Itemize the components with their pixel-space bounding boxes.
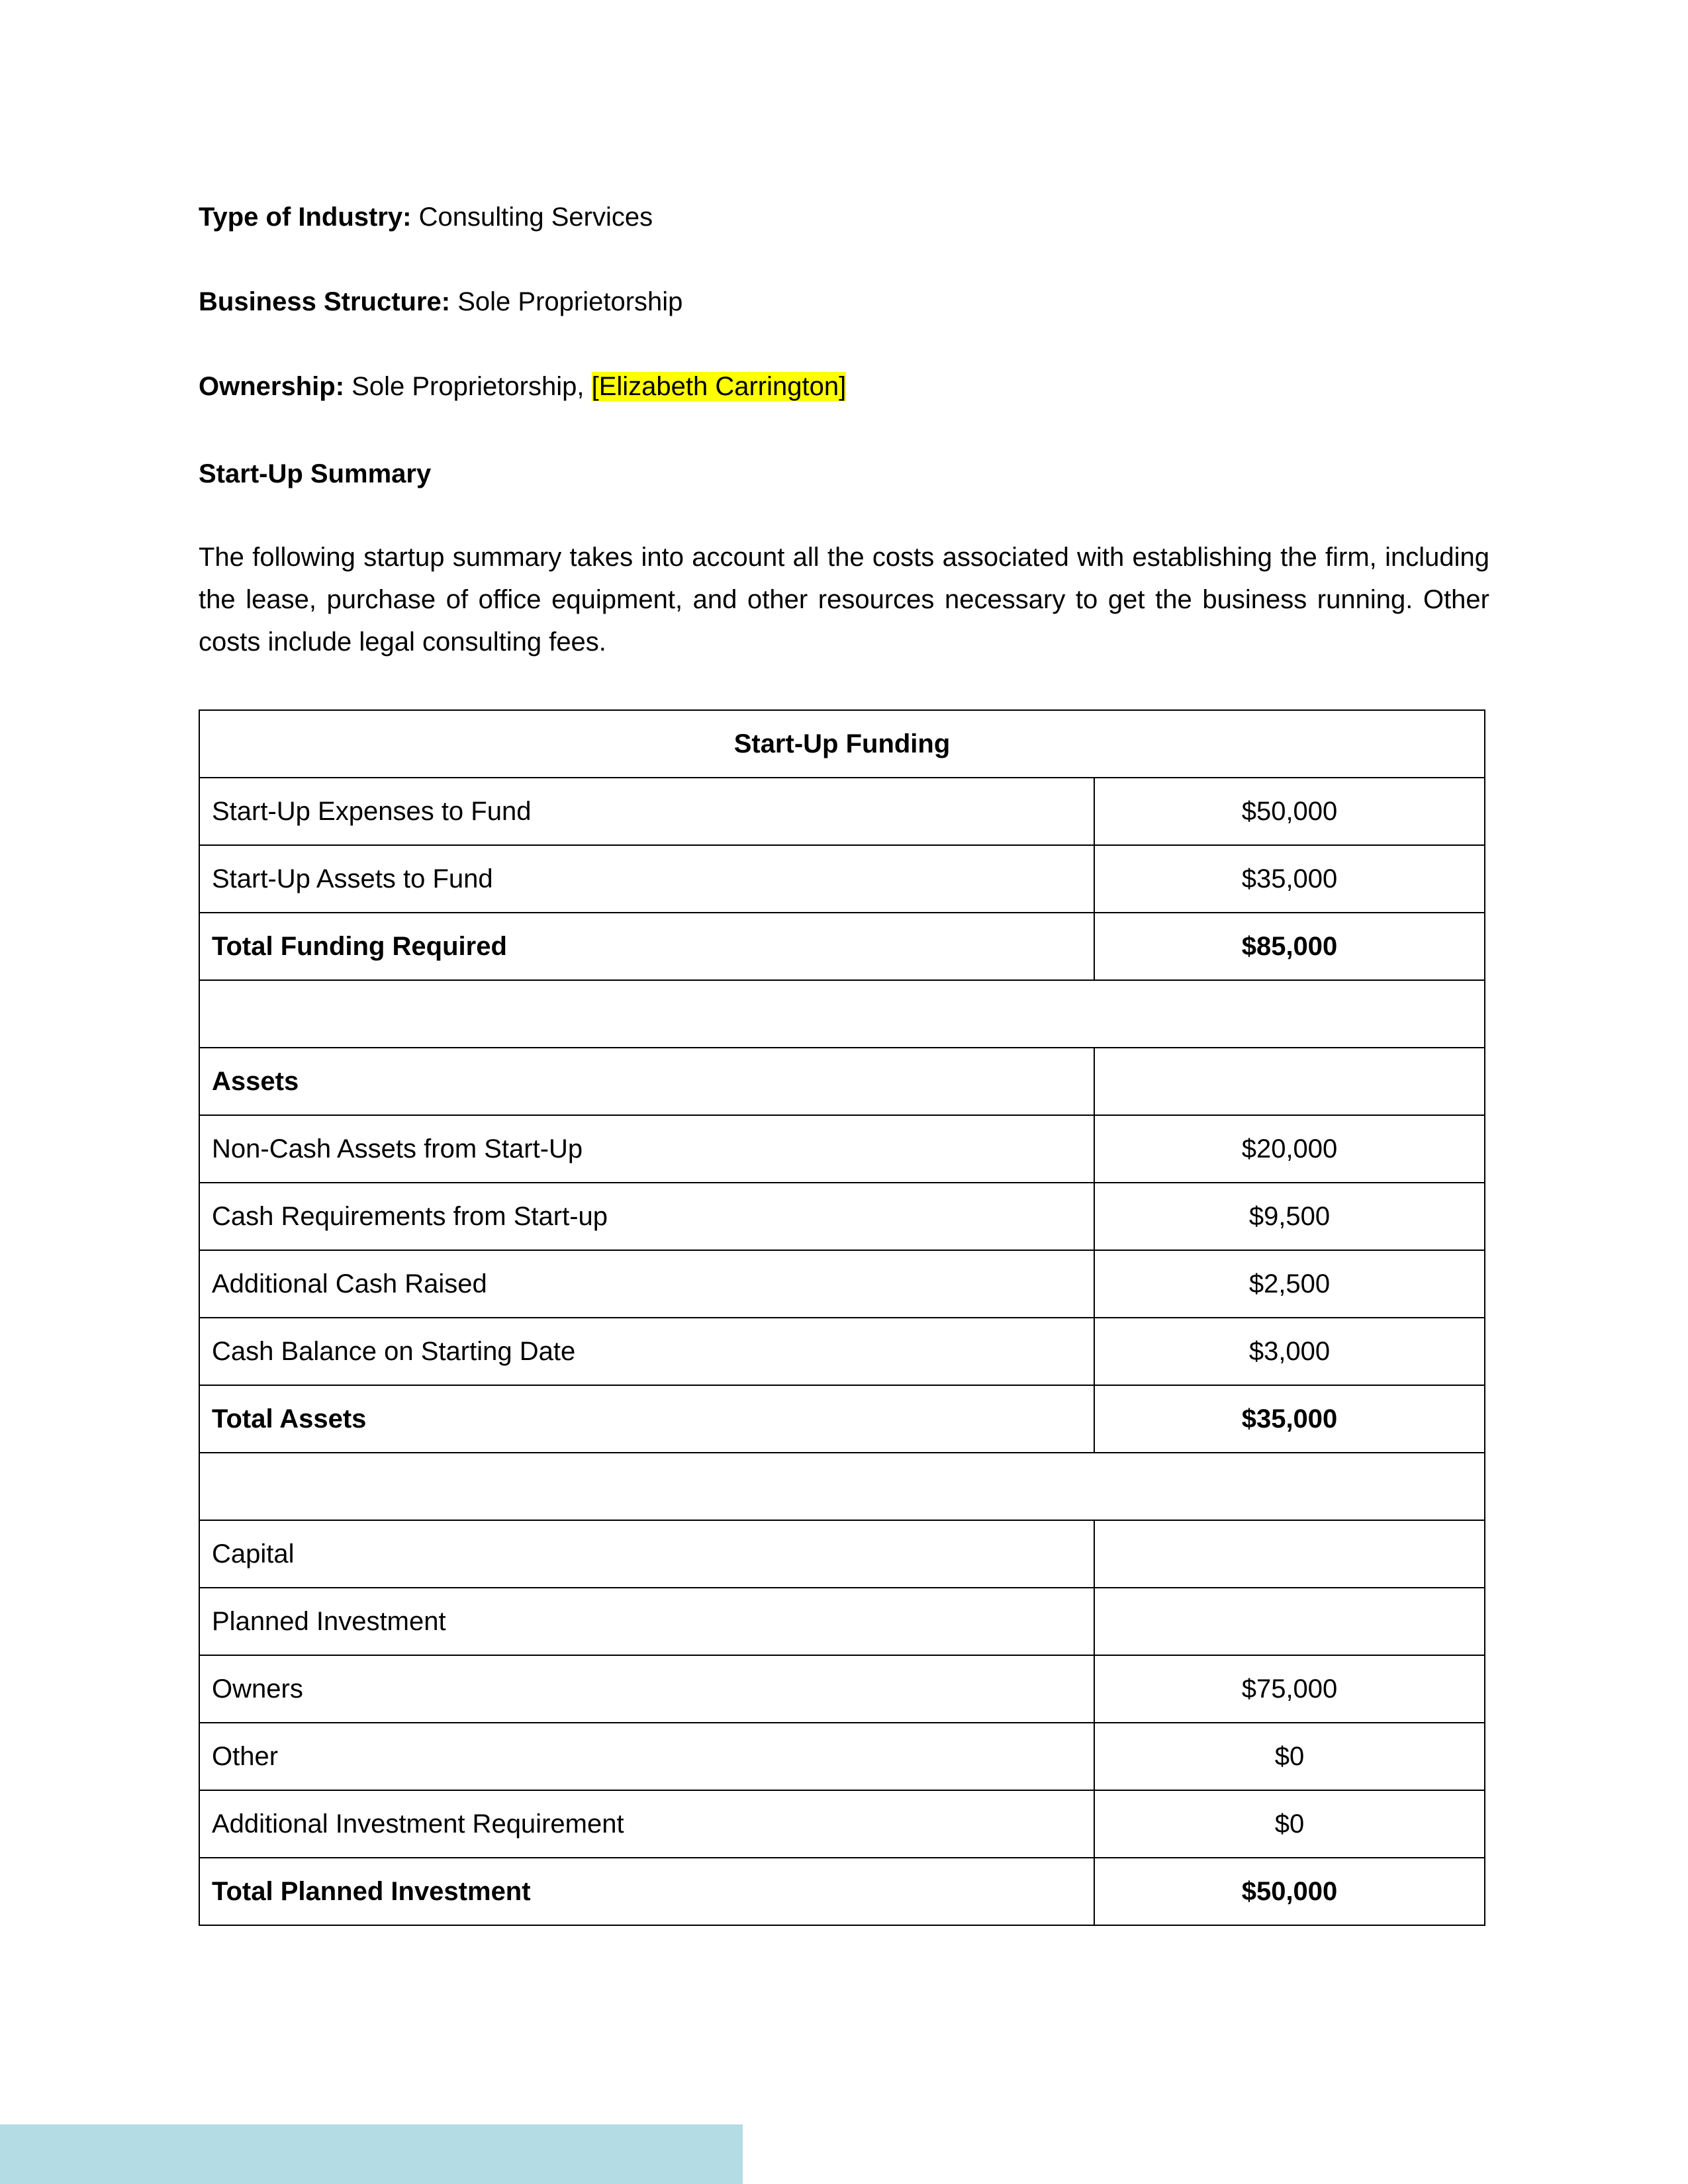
table-row	[199, 778, 1485, 845]
table-row-section	[199, 1048, 1485, 1115]
table-row	[199, 1588, 1485, 1655]
row-label: Owners	[199, 1655, 1094, 1723]
spacer-cell	[199, 1453, 1485, 1520]
ownership-label: Ownership:	[199, 372, 345, 401]
row-label: Additional Cash Raised	[199, 1250, 1094, 1318]
row-value: $0	[1094, 1790, 1485, 1858]
row-value: $2,500	[1094, 1250, 1485, 1318]
startup-summary-heading: Start-Up Summary	[199, 459, 432, 488]
row-label: Capital	[199, 1520, 1094, 1588]
industry-field	[199, 199, 653, 236]
row-value	[1094, 1588, 1485, 1655]
table-spacer-row	[199, 1453, 1485, 1520]
spacer-cell	[199, 980, 1485, 1048]
business-structure-field	[199, 283, 682, 320]
row-label: Cash Requirements from Start-up	[199, 1183, 1094, 1250]
table-row	[199, 1723, 1485, 1790]
table-row	[199, 845, 1485, 913]
row-value: $35,000	[1094, 845, 1485, 913]
row-label: Other	[199, 1723, 1094, 1790]
footer-decorative-band	[0, 2124, 743, 2184]
row-value: $0	[1094, 1723, 1485, 1790]
row-value: $50,000	[1094, 1858, 1485, 1925]
ownership-value: Sole Proprietorship,	[352, 372, 585, 401]
business-structure-label: Business Structure:	[199, 287, 451, 316]
table-row	[199, 1250, 1485, 1318]
table-row	[199, 1520, 1485, 1588]
row-label: Additional Investment Requirement	[199, 1790, 1094, 1858]
row-label: Non-Cash Assets from Start-Up	[199, 1115, 1094, 1183]
row-value: $35,000	[1094, 1385, 1485, 1453]
table-row	[199, 1318, 1485, 1385]
row-label: Planned Investment	[199, 1588, 1094, 1655]
row-label: Assets	[199, 1048, 1094, 1115]
table-row	[199, 1790, 1485, 1858]
table-row	[199, 1655, 1485, 1723]
business-structure-value: Sole Proprietorship	[457, 287, 683, 316]
row-value: $3,000	[1094, 1318, 1485, 1385]
row-value: $50,000	[1094, 778, 1485, 845]
industry-label: Type of Industry:	[199, 203, 412, 232]
startup-funding-table	[199, 709, 1485, 1926]
row-label: Total Assets	[199, 1385, 1094, 1453]
table-row-total	[199, 1385, 1485, 1453]
startup-summary-paragraph: The following startup summary takes into account all the costs associated with establishing the firm, including the lease, purchase of office equipment, and other resources necessary to get the business running. Other costs include legal consulting fees.	[199, 543, 1489, 657]
table-spacer-row	[199, 980, 1485, 1048]
row-value: $75,000	[1094, 1655, 1485, 1723]
table-title: Start-Up Funding	[199, 710, 1485, 778]
row-value: $20,000	[1094, 1115, 1485, 1183]
row-label: Total Planned Investment	[199, 1858, 1094, 1925]
row-value: $85,000	[1094, 913, 1485, 980]
row-value	[1094, 1520, 1485, 1588]
industry-value: Consulting Services	[418, 203, 653, 232]
row-value: $9,500	[1094, 1183, 1485, 1250]
table-row-total	[199, 1858, 1485, 1925]
row-value	[1094, 1048, 1485, 1115]
row-label: Total Funding Required	[199, 913, 1094, 980]
table-row	[199, 1115, 1485, 1183]
row-label: Start-Up Expenses to Fund	[199, 778, 1094, 845]
row-label: Start-Up Assets to Fund	[199, 845, 1094, 913]
row-label: Cash Balance on Starting Date	[199, 1318, 1094, 1385]
owner-name-placeholder[interactable]: [Elizabeth Carrington]	[591, 372, 847, 401]
ownership-field	[199, 368, 846, 405]
table-row	[199, 1183, 1485, 1250]
table-row-total	[199, 913, 1485, 980]
table-title-row	[199, 710, 1485, 778]
